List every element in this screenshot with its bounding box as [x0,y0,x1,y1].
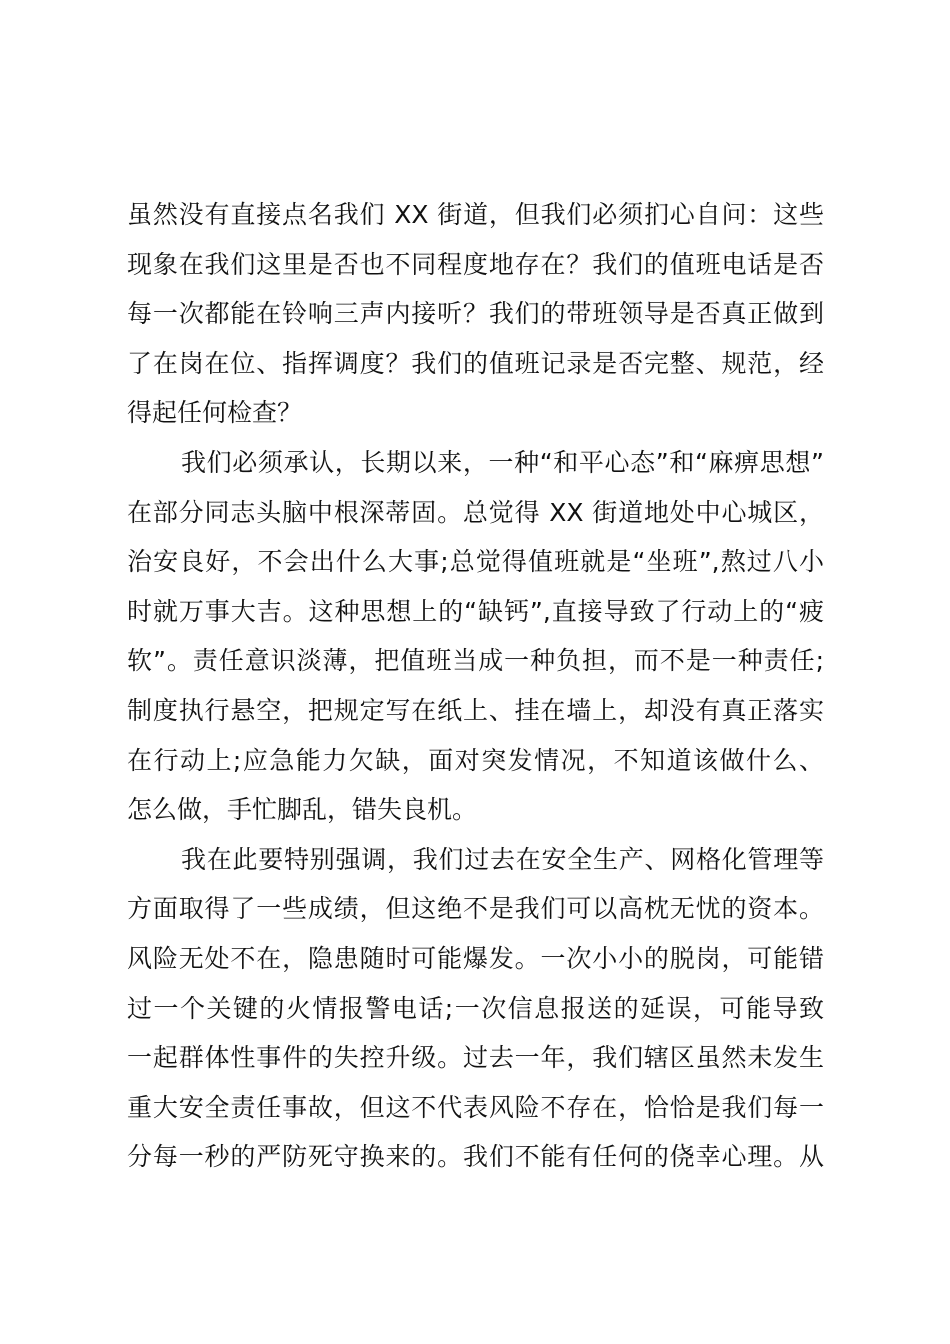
text-line: 怎么做，手忙脚乱，错失良机。 [127,795,478,825]
text-line: 方面取得了一些成绩，但这绝不是我们可以高枕无忧的资本。 [127,894,824,924]
text-line: 现象在我们这里是否也不同程度地存在？我们的值班电话是否 [127,249,824,279]
text-line: 重大安全责任事故，但这不代表风险不存在，恰恰是我们每一 [127,1092,824,1122]
text-line: 在部分同志头脑中根深蒂固。总觉得 XX 街道地处中心城区， [127,497,824,527]
text-line: 风险无处不在，隐患随时可能爆发。一次小小的脱岗，可能错 [127,943,824,973]
text-line: 虽然没有直接点名我们 XX 街道，但我们必须扪心自问：这些 [127,200,824,229]
text-line: 一起群体性事件的失控升级。过去一年，我们辖区虽然未发生 [127,1043,824,1073]
paragraph-2 [127,442,824,839]
text-line: 得起任何检查？ [127,398,303,428]
paragraph-3 [127,839,824,1186]
text-line: 我在此要特别强调，我们过去在安全生产、网格化管理等 [181,844,824,874]
text-line: 软”。责任意识淡薄，把值班当成一种负担，而不是一种责任; [127,646,824,676]
text-line: 治安良好，不会出什么大事;总觉得值班就是“坐班”,熬过八小 [127,547,824,577]
text-line: 分每一秒的严防死守换来的。我们不能有任何的侥幸心理。从 [127,1142,824,1172]
text-line: 过一个关键的火情报警电话;一次信息报送的延误，可能导致 [127,993,824,1023]
document-body [127,194,824,1186]
text-line: 了在岗在位、指挥调度？我们的值班记录是否完整、规范，经 [127,348,824,378]
text-line: 时就万事大吉。这种思想上的“缺钙”,直接导致了行动上的“疲 [127,596,824,626]
text-line: 每一次都能在铃响三声内接听？我们的带班领导是否真正做到 [127,299,824,329]
text-line: 我们必须承认，长期以来，一种“和平心态”和“麻痹思想” [181,447,824,477]
paragraph-1 [127,194,824,442]
text-line: 在行动上;应急能力欠缺，面对突发情况，不知道该做什么、 [127,745,824,775]
text-line: 制度执行悬空，把规定写在纸上、挂在墙上，却没有真正落实 [127,695,824,725]
